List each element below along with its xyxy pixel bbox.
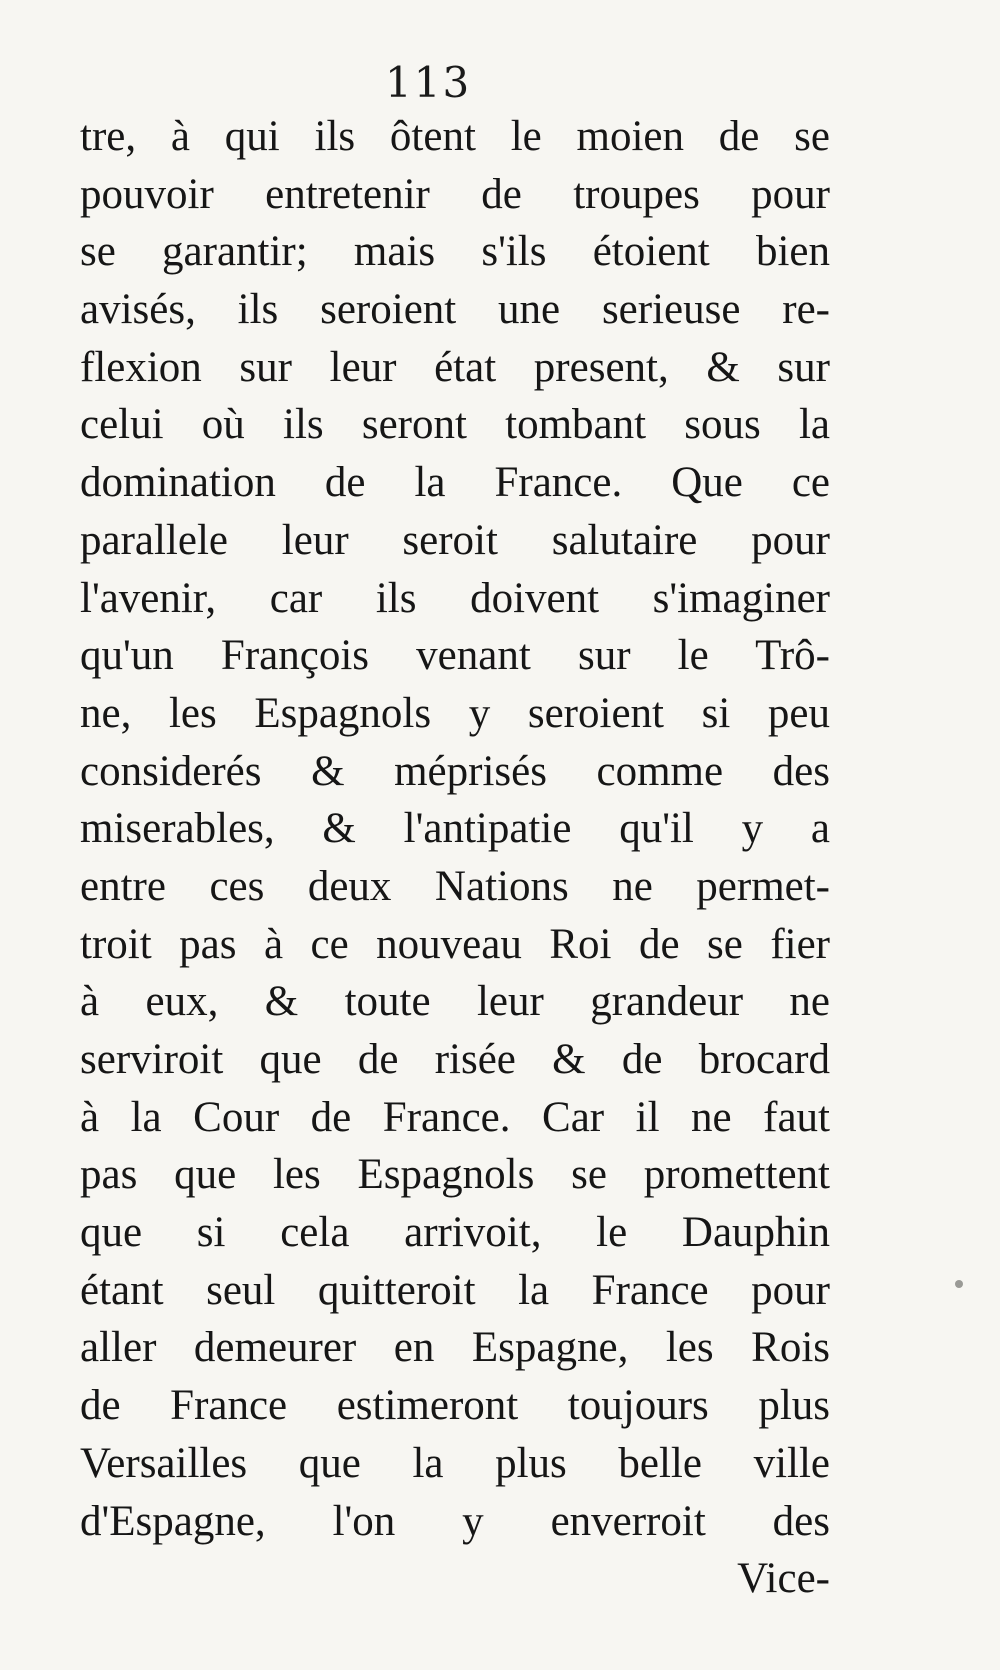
text-line: troit pas à ce nouveau Roi de se fier [80,920,830,968]
text-line: celui où ils seront tombant sous la [80,401,830,449]
text-line: aller demeurer en Espagne, les Rois [80,1324,830,1372]
text-line: pas que les Espagnols se promettent [80,1151,830,1199]
text-line: serviroit que de risée & de brocard [80,1036,830,1083]
page-number: 113 [385,58,472,107]
text-line: miserables, & l'antipatie qu'il y a [80,805,830,853]
text-line: étant seul quitteroit la France pour [80,1266,830,1314]
text-line: que si cela arrivoit, le Dauphin [80,1209,830,1257]
text-line: avisés, ils seroient une serieuse re- [80,286,830,334]
text-line: qu'un François venant sur le Trô- [80,632,830,680]
text-line: tre, à qui ils ôtent le moien de se [80,113,830,160]
catchword: Vice- [737,1555,830,1603]
text-line: de France estimeront toujours plus [80,1382,830,1430]
text-line: domination de la France. Que ce [80,459,830,507]
text-line: entre ces deux Nations ne permet- [80,862,830,910]
body-text [80,108,830,1608]
text-line: l'avenir, car ils doivent s'imaginer [80,574,830,622]
paper-speck [955,1280,963,1288]
text-line: pouvoir entretenir de troupes pour [80,170,830,218]
text-line: d'Espagne, l'on y enverroit des [80,1497,830,1545]
text-line: à la Cour de France. Car il ne faut [80,1093,830,1141]
text-line: ne, les Espagnols y seroient si peu [80,689,830,737]
text-line: considerés & méprisés comme des [80,747,830,795]
text-line: à eux, & toute leur grandeur ne [80,978,830,1026]
text-line: flexion sur leur état present, & sur [80,343,830,391]
text-line: se garantir; mais s'ils étoient bien [80,228,830,276]
text-line: Versailles que la plus belle ville [80,1439,830,1487]
text-line: parallele leur seroit salutaire pour [80,516,830,564]
